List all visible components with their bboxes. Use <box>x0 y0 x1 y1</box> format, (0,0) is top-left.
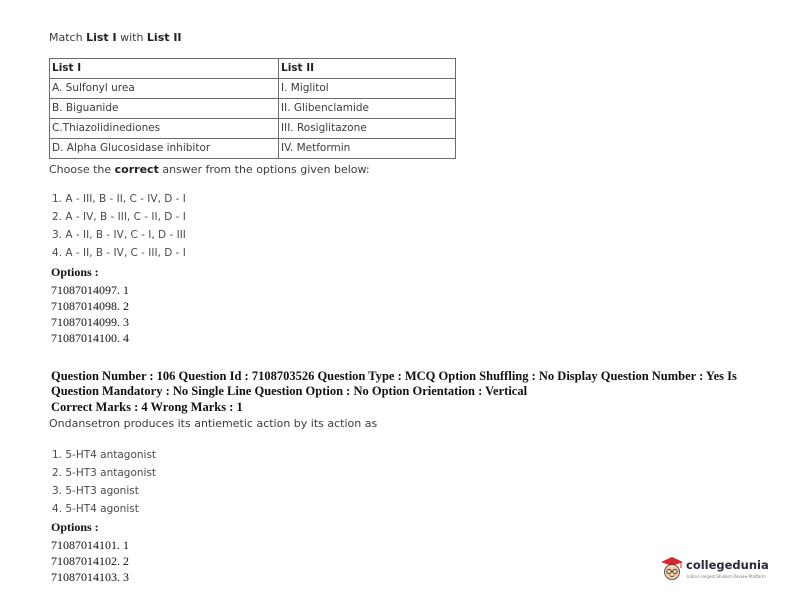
q2-header-line-2: Question Mandatory : No Single Line Question Option : No Option Orientation : Vertical <box>51 384 528 398</box>
table-cell: III. Rosiglitazone <box>279 119 456 139</box>
list-item: 71087014100. 4 <box>51 331 129 345</box>
table-row <box>50 139 456 159</box>
table-cell: IV. Metformin <box>279 139 456 159</box>
list-item: 71087014098. 2 <box>51 299 129 313</box>
logo-tagline: India's largest Student Review Platform <box>687 574 766 579</box>
list-item: 71087014101. 1 <box>51 538 129 552</box>
list-item: 1. 5-HT4 antagonist <box>52 449 157 461</box>
q2-answer-list <box>52 446 156 518</box>
choose-instruction: Choose the correct answer from the options given below: <box>49 163 370 176</box>
list-item: 71087014099. 3 <box>51 315 129 329</box>
table-cell: C.Thiazolidinediones <box>50 119 279 139</box>
header-list-1: List I <box>50 59 279 79</box>
list-item: 2. A - IV, B - III, C - II, D - I <box>52 211 186 223</box>
header-list-2: List II <box>279 59 456 79</box>
table-cell: D. Alpha Glucosidase inhibitor <box>50 139 279 159</box>
table-cell: B. Biguanide <box>50 99 279 119</box>
q2-options-label: Options : <box>51 520 99 534</box>
list-item: 71087014103. 3 <box>51 570 129 584</box>
q2-marks: Correct Marks : 4 Wrong Marks : 1 <box>51 400 243 414</box>
q2-header-line-1: Question Number : 106 Question Id : 7108703526 Question Type : MCQ Option Shuffling : No Display Question Number : Yes Is <box>51 369 737 383</box>
list-item: 4. A - II, B - IV, C - III, D - I <box>52 247 186 259</box>
q1-answer-list <box>52 190 186 262</box>
q2-option-ids <box>51 537 129 585</box>
match-table <box>49 58 456 159</box>
q2-question: Ondansetron produces its antiemetic action by its action as <box>49 417 378 430</box>
table-cell: II. Glibenclamide <box>279 99 456 119</box>
logo-brand-text: collegedunia <box>686 558 769 572</box>
collegedunia-logo <box>660 556 770 586</box>
table-row <box>50 99 456 119</box>
table-row <box>50 119 456 139</box>
q2-metadata <box>51 369 741 415</box>
match-instruction: Match List I with List II <box>49 31 182 44</box>
list-item: 1. A - III, B - II, C - IV, D - I <box>52 193 186 205</box>
list-item: 4. 5-HT4 agonist <box>52 503 139 515</box>
table-header-row <box>50 59 456 79</box>
list-item: 71087014097. 1 <box>51 283 129 297</box>
table-cell: A. Sulfonyl urea <box>50 79 279 99</box>
table-cell: I. Miglitol <box>279 79 456 99</box>
q1-option-ids <box>51 282 129 346</box>
graduate-face-icon <box>660 556 684 582</box>
list-item: 3. A - II, B - IV, C - I, D - III <box>52 229 186 241</box>
list-item: 2. 5-HT3 antagonist <box>52 467 157 479</box>
list-item: 3. 5-HT3 agonist <box>52 485 139 497</box>
q1-options-label: Options : <box>51 265 99 279</box>
table-row <box>50 79 456 99</box>
list-item: 71087014102. 2 <box>51 554 129 568</box>
